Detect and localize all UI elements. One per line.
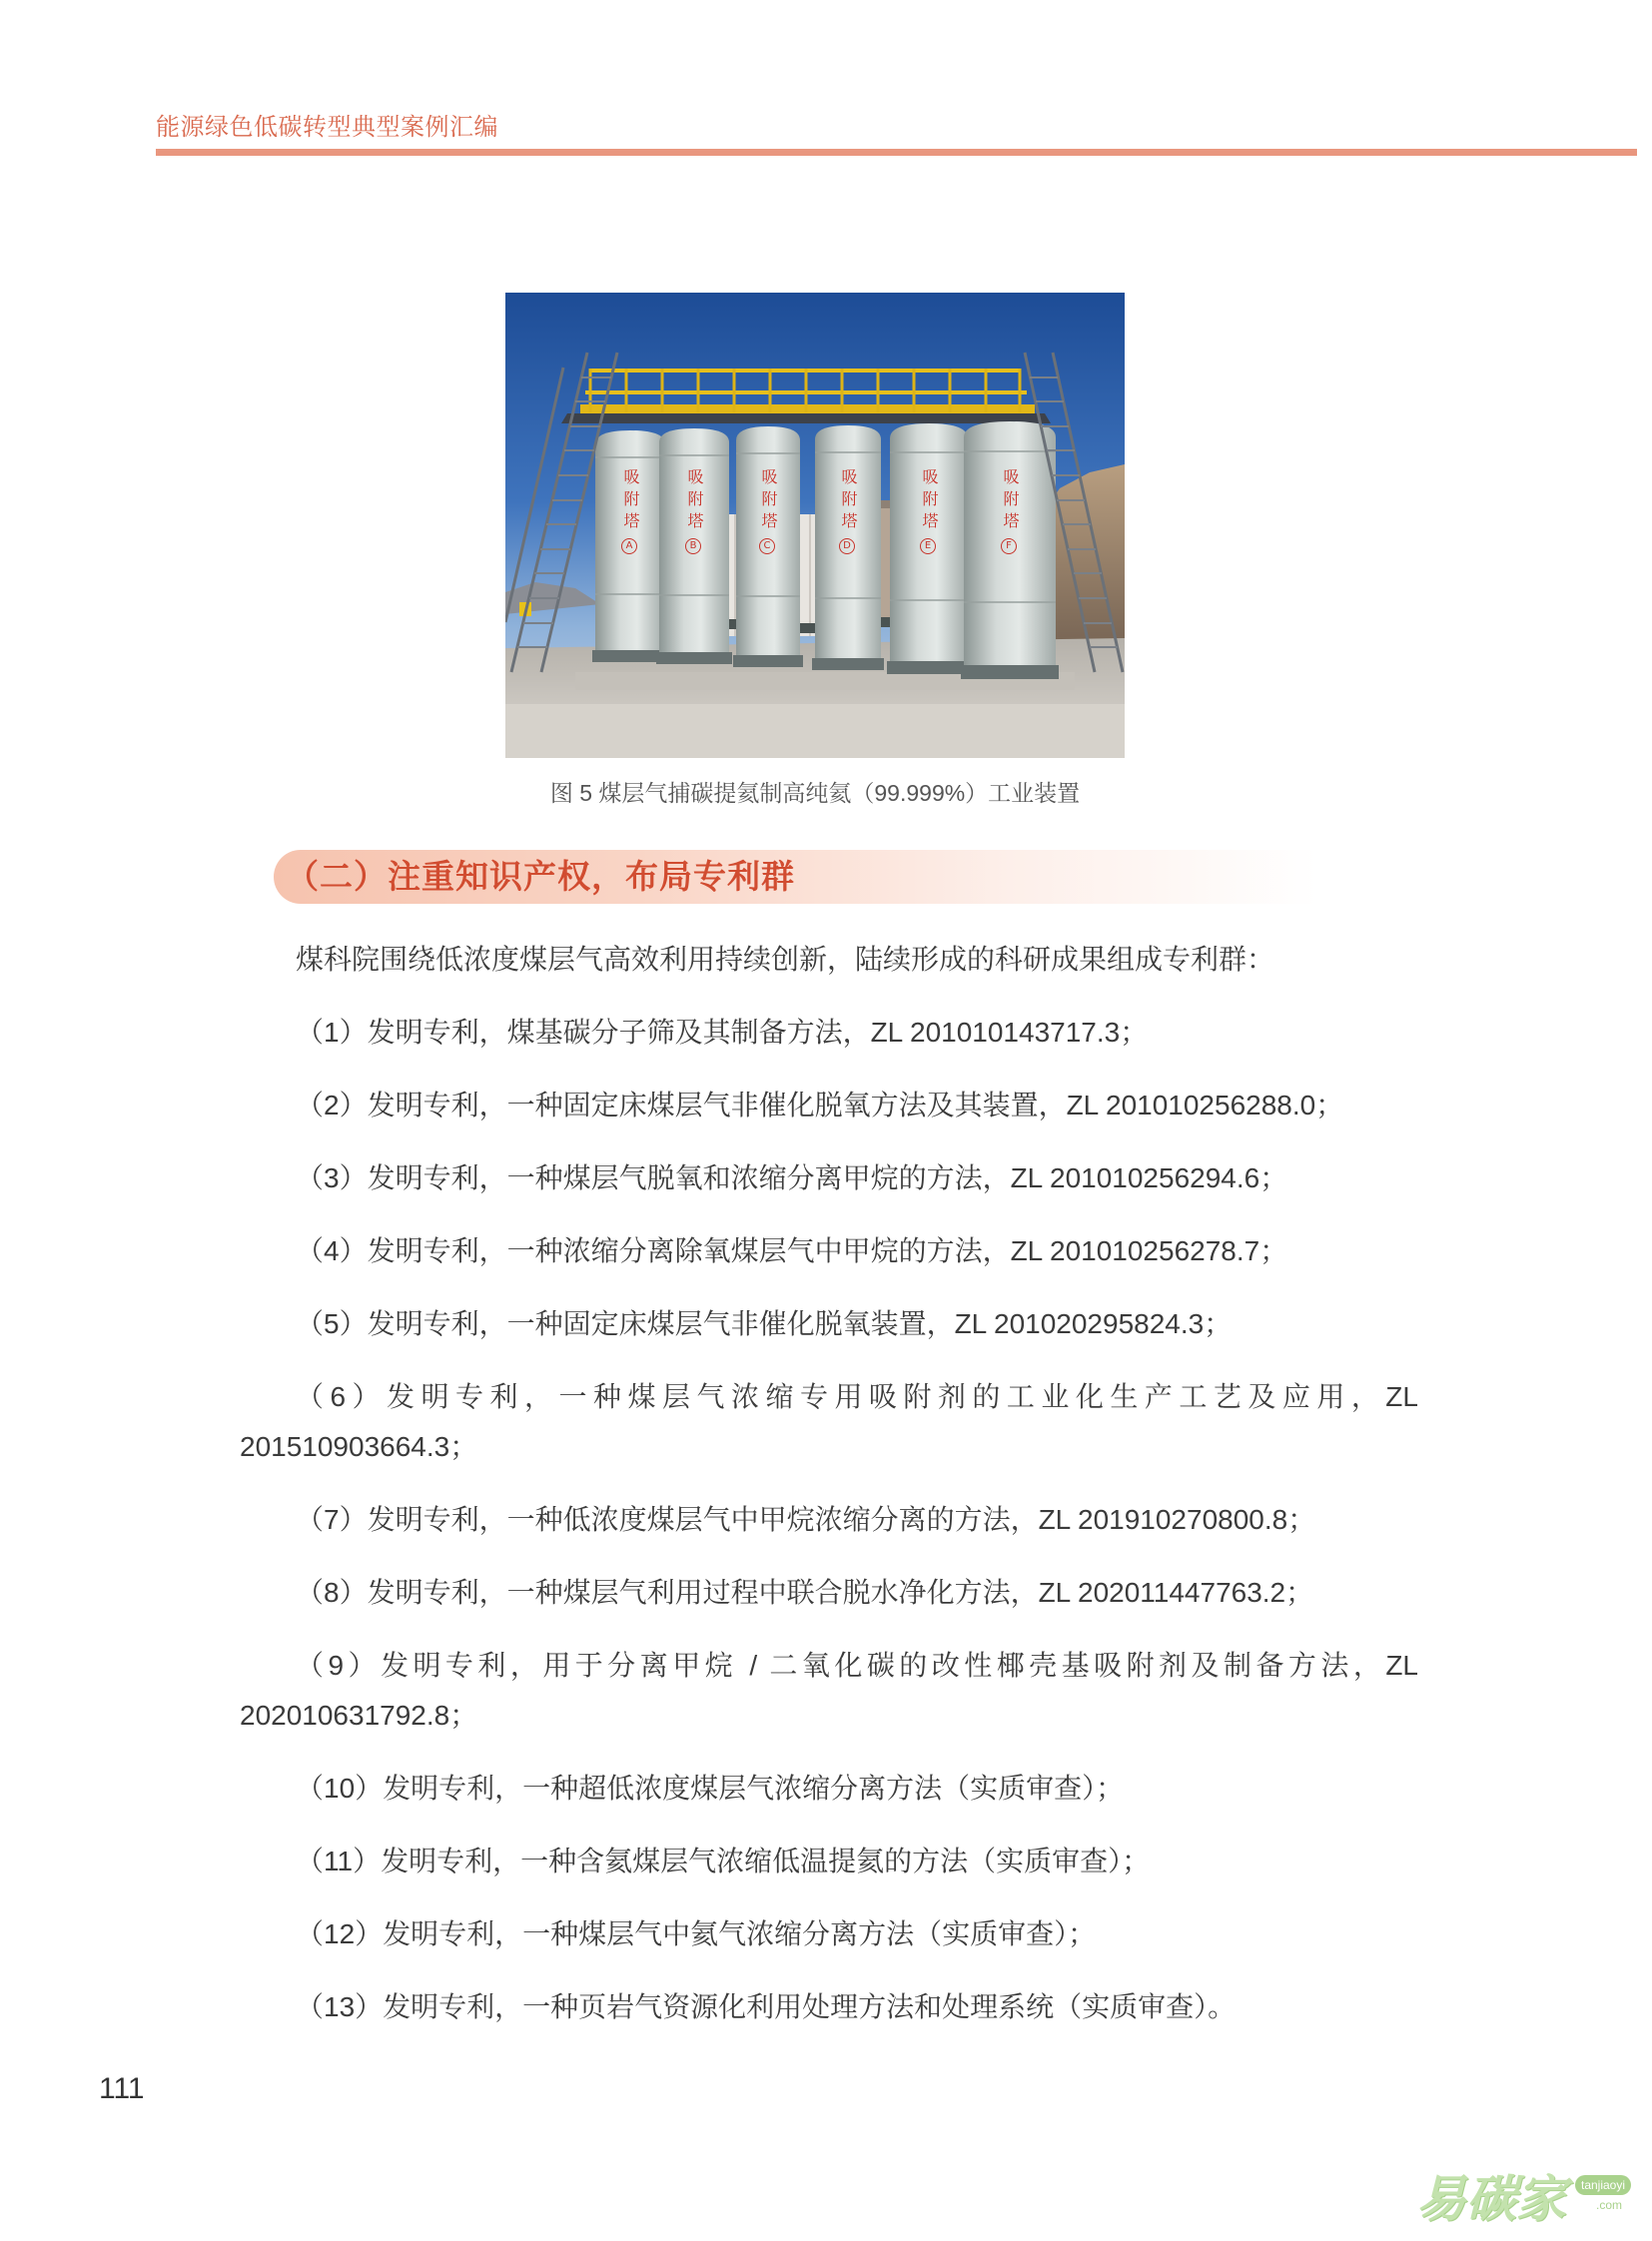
patent-item: （11）发明专利，一种含氦煤层气浓缩低温提氦的方法（实质审查）； [296, 1846, 1151, 1876]
figure-caption: 图 5 煤层气捕碳提氦制高纯氦（99.999%）工业装置 [549, 780, 1081, 806]
patent-item: （6）发明专利，一种煤层气浓缩专用吸附剂的工业化生产工艺及应用，ZL 201510903664.3； [240, 1381, 1418, 1462]
tower-mark-d: D [839, 538, 855, 554]
tower-label-c: 吸附塔 [759, 468, 778, 534]
tower-mark-b: B [685, 538, 701, 554]
watermark-site: tanjiaoyi [1575, 2175, 1631, 2195]
patent-item: （12）发明专利，一种煤层气中氦气浓缩分离方法（实质审查）； [296, 1918, 1097, 1949]
platform-beam [561, 413, 1051, 423]
body-text [240, 935, 1418, 2055]
tower-label-d: 吸附塔 [839, 468, 858, 534]
tower-mark-c: C [759, 538, 775, 554]
figure-photo [505, 293, 1125, 758]
header-rule [156, 149, 1637, 156]
patent-item: （13）发明专利，一种页岩气资源化利用处理方法和处理系统（实质审查）。 [296, 1991, 1237, 2022]
patent-item: （4）发明专利，一种浓缩分离除氧煤层气中甲烷的方法，ZL 201010256278.7； [296, 1235, 1288, 1266]
tower-mark-a: A [621, 538, 637, 554]
intro-paragraph: 煤科院围绕低浓度煤层气高效利用持续创新，陆续形成的科研成果组成专利群： [296, 944, 1275, 975]
patent-item: （1）发明专利，煤基碳分子筛及其制备方法，ZL 201010143717.3； [296, 1017, 1149, 1048]
watermark-brand: 易碳家 [1416, 2170, 1566, 2228]
patent-item: （2）发明专利，一种固定床煤层气非催化脱氧方法及其装置，ZL 201010256288.0； [296, 1090, 1344, 1120]
photo-illustration [505, 293, 1125, 758]
tower-label-e: 吸附塔 [920, 468, 939, 534]
patent-item: （8）发明专利，一种煤层气利用过程中联合脱水净化方法，ZL 202011447763.2； [296, 1577, 1314, 1608]
foreground-slab [505, 704, 1125, 758]
tower-mark-e: E [920, 538, 936, 554]
tower-label-b: 吸附塔 [685, 468, 704, 534]
tower-mark-f: F [1001, 538, 1017, 554]
patent-item: （5）发明专利，一种固定床煤层气非催化脱氧装置，ZL 201020295824.3； [296, 1308, 1233, 1339]
section-heading-band [274, 850, 1317, 904]
patent-item: （7）发明专利，一种低浓度煤层气中甲烷浓缩分离的方法，ZL 201910270800.8； [296, 1504, 1316, 1535]
patent-item: （10）发明专利，一种超低浓度煤层气浓缩分离方法（实质审查）； [296, 1773, 1125, 1804]
patent-item: （3）发明专利，一种煤层气脱氧和浓缩分离甲烷的方法，ZL 201010256294.6； [296, 1162, 1288, 1193]
tower-label-a: 吸附塔 [621, 468, 640, 534]
patent-item: （9）发明专利，用于分离甲烷 / 二氧化碳的改性椰壳基吸附剂及制备方法，ZL 202010631792.8； [240, 1650, 1418, 1731]
tower-label-f: 吸附塔 [1001, 468, 1020, 534]
watermark-tld: .com [1596, 2198, 1623, 2212]
section-heading: （二）注重知识产权，布局专利群 [286, 858, 795, 895]
page-number: 111 [99, 2072, 145, 2105]
running-header-title: 能源绿色低碳转型典型案例汇编 [156, 114, 498, 141]
